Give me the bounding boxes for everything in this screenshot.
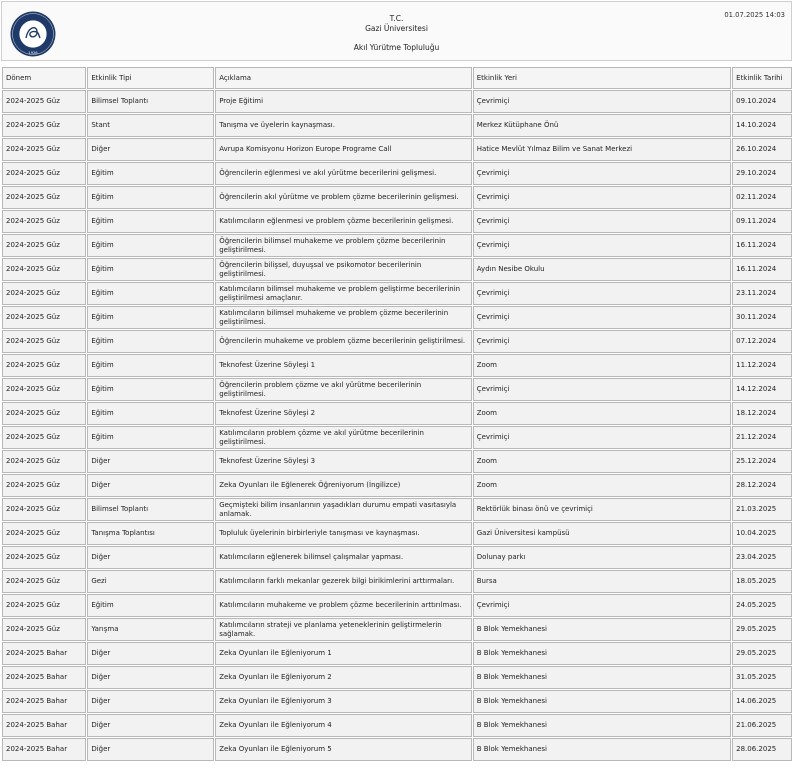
cell-description: Avrupa Komisyonu Horizon Europe Programe Call [215,138,472,161]
cell-date: 18.12.2024 [732,402,792,425]
cell-location: Çevrimiçi [473,210,731,233]
cell-period: 2024-2025 Güz [2,234,86,257]
cell-period: 2024-2025 Güz [2,546,86,569]
title-block [2,14,791,53]
cell-event-type: Eğitim [87,426,214,449]
table-row [2,546,792,569]
table-row [2,114,792,137]
cell-date: 31.05.2025 [732,666,792,689]
cell-event-type: Diğer [87,690,214,713]
cell-event-type: Stant [87,114,214,137]
table-header-row [2,67,792,89]
table-row [2,90,792,113]
cell-event-type: Yarışma [87,618,214,641]
cell-event-type: Eğitim [87,594,214,617]
cell-date: 30.11.2024 [732,306,792,329]
cell-period: 2024-2025 Güz [2,186,86,209]
cell-date: 02.11.2024 [732,186,792,209]
cell-period: 2024-2025 Güz [2,258,86,281]
cell-location: Aydın Nesibe Okulu [473,258,731,281]
cell-date: 23.04.2025 [732,546,792,569]
cell-period: 2024-2025 Güz [2,594,86,617]
table-row [2,354,792,377]
cell-period: 2024-2025 Güz [2,474,86,497]
cell-period: 2024-2025 Güz [2,210,86,233]
cell-event-type: Eğitim [87,234,214,257]
cell-description: Öğrencilerin problem çözme ve akıl yürütme becerilerinin geliştirilmesi. [215,378,472,401]
cell-description: Öğrencilerin muhakeme ve problem çözme becerilerinin geliştirilmesi. [215,330,472,353]
cell-event-type: Eğitim [87,306,214,329]
cell-location: Çevrimiçi [473,90,731,113]
table-row [2,450,792,473]
cell-date: 14.10.2024 [732,114,792,137]
cell-description: Katılımcıların bilimsel muhakeme ve problem çözme becerilerinin geliştirilmesi. [215,306,472,329]
cell-event-type: Eğitim [87,330,214,353]
table-row [2,690,792,713]
cell-description: Zeka Oyunları ile Eğleniyorum 1 [215,642,472,665]
cell-period: 2024-2025 Güz [2,426,86,449]
cell-description: Katılımcıların farklı mekanlar gezerek bilgi birikimlerini arttırmaları. [215,570,472,593]
table-row [2,234,792,257]
cell-location: B Blok Yemekhanesi [473,642,731,665]
table-row [2,738,792,761]
table-row [2,570,792,593]
cell-event-type: Diğer [87,642,214,665]
column-header-date: Etkinlik Tarihi [732,67,792,89]
cell-period: 2024-2025 Bahar [2,714,86,737]
cell-date: 23.11.2024 [732,282,792,305]
cell-date: 28.12.2024 [732,474,792,497]
table-row [2,498,792,521]
cell-date: 29.05.2025 [732,618,792,641]
cell-period: 2024-2025 Bahar [2,642,86,665]
cell-description: Katılımcıların problem çözme ve akıl yürütme becerilerinin geliştirilmesi. [215,426,472,449]
cell-event-type: Eğitim [87,210,214,233]
cell-description: Zeka Oyunları ile Eğleniyorum 4 [215,714,472,737]
table-row [2,522,792,545]
cell-event-type: Diğer [87,714,214,737]
cell-description: Teknofest Üzerine Söyleşi 2 [215,402,472,425]
cell-description: Öğrencilerin akıl yürütme ve problem çözme becerilerinin gelişmesi. [215,186,472,209]
cell-event-type: Bilimsel Toplantı [87,90,214,113]
cell-location: Zoom [473,402,731,425]
cell-event-type: Eğitim [87,378,214,401]
table-row [2,210,792,233]
cell-location: Rektörlük binası önü ve çevrimiçi [473,498,731,521]
cell-location: Zoom [473,354,731,377]
cell-location: Çevrimiçi [473,330,731,353]
cell-period: 2024-2025 Güz [2,450,86,473]
cell-event-type: Diğer [87,738,214,761]
cell-location: Bursa [473,570,731,593]
cell-period: 2024-2025 Güz [2,114,86,137]
table-row [2,642,792,665]
cell-date: 09.11.2024 [732,210,792,233]
cell-event-type: Eğitim [87,258,214,281]
table-row [2,330,792,353]
cell-event-type: Bilimsel Toplantı [87,498,214,521]
report-header [1,1,792,61]
cell-event-type: Diğer [87,138,214,161]
cell-period: 2024-2025 Güz [2,402,86,425]
cell-description: Öğrencilerin bilimsel muhakeme ve problem çözme becerilerinin geliştirilmesi. [215,234,472,257]
cell-date: 26.10.2024 [732,138,792,161]
cell-event-type: Diğer [87,474,214,497]
cell-description: Geçmişteki bilim insanlarının yaşadıkları durumu empati vasıtasıyla anlamak. [215,498,472,521]
cell-date: 29.10.2024 [732,162,792,185]
cell-event-type: Eğitim [87,402,214,425]
cell-period: 2024-2025 Güz [2,138,86,161]
cell-description: Zeka Oyunları ile Eğlenerek Öğreniyorum (İngilizce) [215,474,472,497]
cell-location: Dolunay parkı [473,546,731,569]
cell-event-type: Eğitim [87,186,214,209]
cell-event-type: Tanışma Toplantısı [87,522,214,545]
cell-date: 14.12.2024 [732,378,792,401]
cell-event-type: Diğer [87,546,214,569]
cell-period: 2024-2025 Güz [2,282,86,305]
table-row [2,594,792,617]
cell-location: Hatice Mevlüt Yılmaz Bilim ve Sanat Merkezi [473,138,731,161]
cell-event-type: Diğer [87,450,214,473]
cell-period: 2024-2025 Güz [2,354,86,377]
table-row [2,618,792,641]
table-row [2,258,792,281]
cell-description: Zeka Oyunları ile Eğleniyorum 5 [215,738,472,761]
table-row [2,306,792,329]
cell-period: 2024-2025 Güz [2,498,86,521]
table-row [2,666,792,689]
cell-description: Katılımcıların bilimsel muhakeme ve problem geliştirme becerilerinin geliştirilmesi amaçlanır. [215,282,472,305]
cell-event-type: Diğer [87,666,214,689]
cell-location: Merkez Kütüphane Önü [473,114,731,137]
table-row [2,138,792,161]
cell-description: Katılımcıların muhakeme ve problem çözme becerilerinin arttırılması. [215,594,472,617]
cell-period: 2024-2025 Güz [2,570,86,593]
cell-date: 21.03.2025 [732,498,792,521]
table-row [2,282,792,305]
report-timestamp: 01.07.2025 14:03 [724,11,785,19]
cell-location: B Blok Yemekhanesi [473,714,731,737]
cell-date: 09.10.2024 [732,90,792,113]
column-header-description: Açıklama [215,67,472,89]
title-line-university: Gazi Üniversitesi [365,23,428,33]
cell-date: 29.05.2025 [732,642,792,665]
cell-period: 2024-2025 Güz [2,330,86,353]
cell-location: Çevrimiçi [473,306,731,329]
cell-location: Çevrimiçi [473,426,731,449]
table-row [2,426,792,449]
cell-location: B Blok Yemekhanesi [473,666,731,689]
cell-location: B Blok Yemekhanesi [473,690,731,713]
cell-description: Öğrencilerin bilişsel, duyuşsal ve psikomotor becerilerinin geliştirilmesi. [215,258,472,281]
table-body [2,90,792,761]
cell-event-type: Eğitim [87,354,214,377]
cell-description: Katılımcıların eğlenerek bilimsel çalışmalar yapması. [215,546,472,569]
logo-year: 1926 [28,51,38,55]
cell-period: 2024-2025 Güz [2,90,86,113]
cell-description: Katılımcıların eğlenmesi ve problem çözme becerilerinin gelişmesi. [215,210,472,233]
cell-location: B Blok Yemekhanesi [473,618,731,641]
cell-date: 14.06.2025 [732,690,792,713]
table-row [2,474,792,497]
cell-date: 16.11.2024 [732,258,792,281]
cell-location: Çevrimiçi [473,162,731,185]
cell-description: Öğrencilerin eğlenmesi ve akıl yürütme becerilerini gelişmesi. [215,162,472,185]
cell-date: 21.12.2024 [732,426,792,449]
cell-location: Çevrimiçi [473,186,731,209]
column-header-period: Dönem [2,67,86,89]
cell-date: 24.05.2025 [732,594,792,617]
table-row [2,378,792,401]
cell-period: 2024-2025 Güz [2,618,86,641]
cell-period: 2024-2025 Bahar [2,738,86,761]
table-row [2,186,792,209]
cell-location: Zoom [473,450,731,473]
column-header-event-type: Etkinlik Tipi [87,67,214,89]
table-row [2,714,792,737]
cell-location: Çevrimiçi [473,594,731,617]
cell-description: Tanışma ve üyelerin kaynaşması. [215,114,472,137]
cell-period: 2024-2025 Güz [2,378,86,401]
cell-date: 25.12.2024 [732,450,792,473]
cell-description: Proje Eğitimi [215,90,472,113]
cell-period: 2024-2025 Bahar [2,666,86,689]
cell-location: B Blok Yemekhanesi [473,738,731,761]
cell-description: Katılımcıların strateji ve planlama yeteneklerinin geliştirmelerin sağlamak. [215,618,472,641]
column-header-location: Etkinlik Yeri [473,67,731,89]
title-line-tc: T.C. [389,14,404,23]
cell-date: 07.12.2024 [732,330,792,353]
cell-description: Topluluk üyelerinin birbirleriyle tanışması ve kaynaşması. [215,522,472,545]
cell-event-type: Eğitim [87,282,214,305]
cell-date: 28.06.2025 [732,738,792,761]
cell-date: 16.11.2024 [732,234,792,257]
cell-period: 2024-2025 Güz [2,162,86,185]
events-table [1,66,793,762]
cell-event-type: Gezi [87,570,214,593]
table-row [2,402,792,425]
cell-location: Çevrimiçi [473,282,731,305]
cell-location: Zoom [473,474,731,497]
cell-event-type: Eğitim [87,162,214,185]
cell-description: Teknofest Üzerine Söyleşi 1 [215,354,472,377]
table-row [2,162,792,185]
cell-description: Teknofest Üzerine Söyleşi 3 [215,450,472,473]
cell-date: 11.12.2024 [732,354,792,377]
cell-description: Zeka Oyunları ile Eğleniyorum 2 [215,666,472,689]
cell-location: Çevrimiçi [473,378,731,401]
cell-date: 10.04.2025 [732,522,792,545]
cell-location: Çevrimiçi [473,234,731,257]
title-line-community: Akıl Yürütme Topluluğu [353,43,440,52]
cell-period: 2024-2025 Bahar [2,690,86,713]
cell-date: 18.05.2025 [732,570,792,593]
cell-period: 2024-2025 Güz [2,522,86,545]
cell-location: Gazi Üniversitesi kampüsü [473,522,731,545]
cell-period: 2024-2025 Güz [2,306,86,329]
cell-description: Zeka Oyunları ile Eğleniyorum 3 [215,690,472,713]
cell-date: 21.06.2025 [732,714,792,737]
